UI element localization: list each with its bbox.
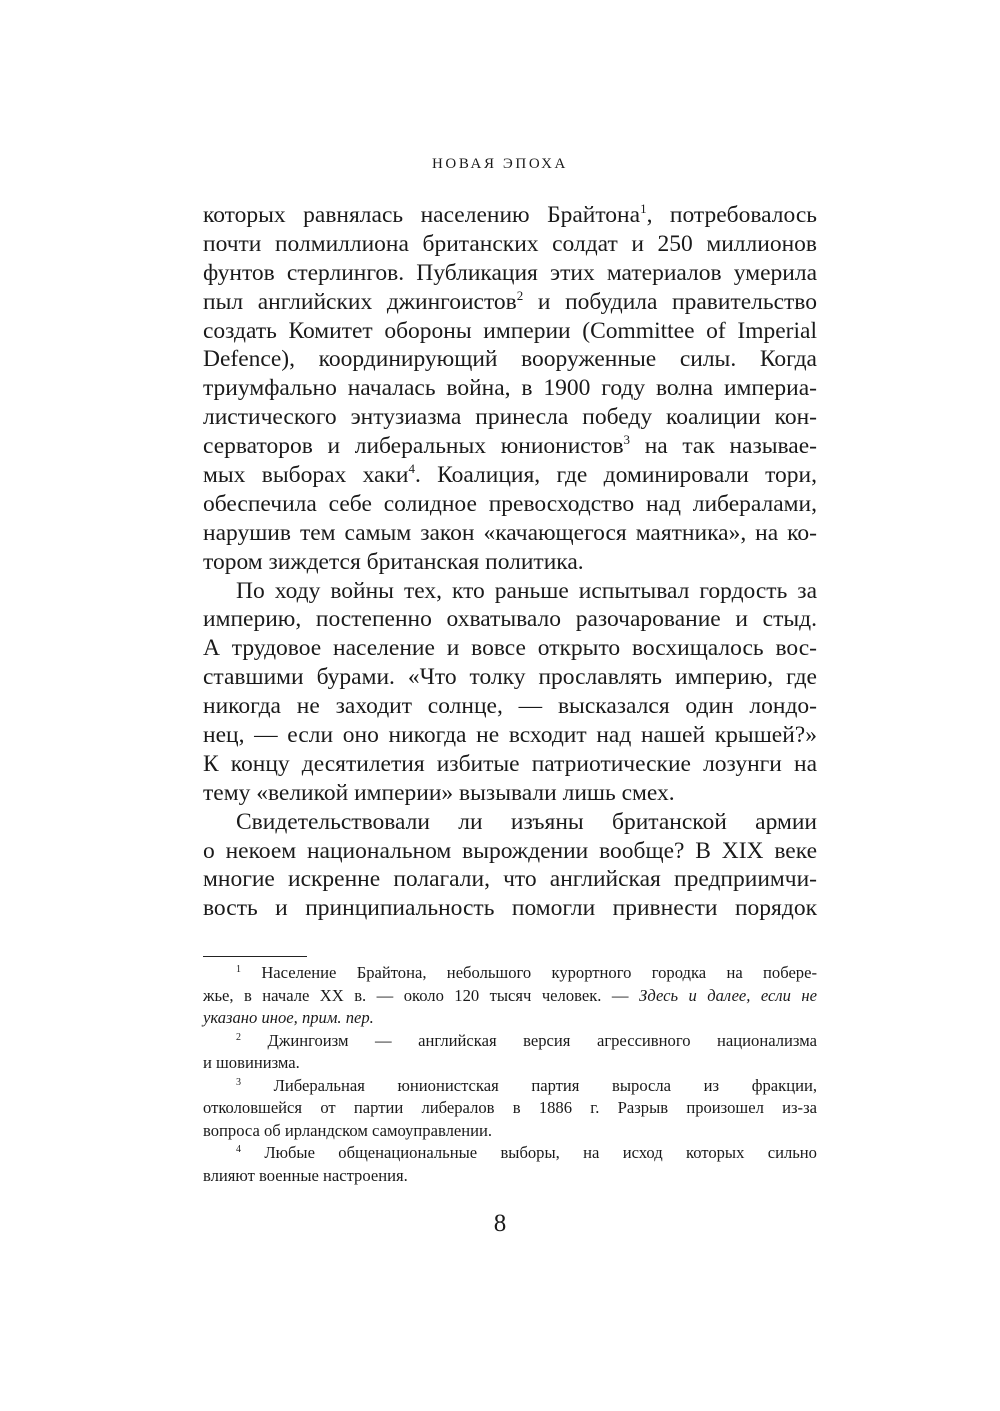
text-line: листического энтузиазма принесла победу коалиции кон- xyxy=(203,404,817,431)
text-line: триумфально началась война, в 1900 году волна империа- xyxy=(203,375,817,402)
body-text xyxy=(203,201,817,923)
footnote-number: 3 xyxy=(236,1076,241,1088)
text-line: тему «великой империи» вызывали лишь смех. xyxy=(203,779,675,806)
footnote-ref[interactable]: 2 xyxy=(516,287,524,303)
footnote-line: $^1$ Население Брайтона, небольшого курортного городка на побере- xyxy=(236,963,817,982)
footnote-line: отколовшейся от партии либералов в 1886 г. Разрыв произошел из-за xyxy=(203,1098,817,1117)
text-line: которых равнялась населению Брайтона$^1$, потребовалось xyxy=(203,201,818,228)
footnote-ref[interactable]: 3 xyxy=(623,432,631,448)
text-line: фунтов стерлингов. Публикация этих материалов умерила xyxy=(203,259,817,286)
footnote-number: 2 xyxy=(236,1031,241,1043)
footnote-line: указано иное, прим. пер. xyxy=(203,1008,374,1027)
footnote-number: 1 xyxy=(236,964,241,975)
text-line: Defence), координирующий вооруженные силы. Когда xyxy=(203,346,817,373)
running-head: НОВАЯ ЭПОХА xyxy=(432,156,568,172)
text-line: империю, постепенно охватывало разочарование и стыд. xyxy=(203,606,817,633)
footnote-line: жье, в начале XX в. — около 120 тысяч человек. — Здесь и далее, если не xyxy=(203,985,817,1005)
footnote-ref[interactable]: 4 xyxy=(408,461,415,477)
footnote-line: $^4$ Любые общенациональные выборы, на исход которых сильно xyxy=(236,1143,817,1162)
text-line: серваторов и либеральных юнионистов$^3$ на так называе- xyxy=(203,432,817,460)
text-line: вость и принципиальность помогли привнести порядок xyxy=(203,895,817,922)
text-line: ставшими бурами. «Что толку прославлять империю, где xyxy=(203,664,817,691)
footnote-line: и шовинизма. xyxy=(203,1053,300,1072)
text-line: о некоем национальном вырождении вообще? В XIX веке xyxy=(203,837,817,864)
text-line: создать Комитет обороны империи (Committee of Imperial xyxy=(203,317,817,344)
footnotes xyxy=(203,962,817,1187)
footnote-line: $^2$ Джингоизм — английская версия агрессивного национализма xyxy=(236,1030,817,1050)
text-line: пыл английских джингоистов$^2$ и побудила правительство xyxy=(203,287,817,315)
text-line: нец, — если оно никогда не всходит над нашей крышей?» xyxy=(203,722,817,749)
text-line: никогда не заходит солнце, — высказался один лондо- xyxy=(203,693,817,720)
text-line: По ходу войны тех, кто раньше испытывал гордость за xyxy=(236,577,817,604)
footnote-separator xyxy=(203,956,307,957)
text-line: тором зиждется британская политика. xyxy=(203,548,584,575)
footnote-line: влияют военные настроения. xyxy=(203,1165,408,1185)
text-line: многие искренне полагали, что английская предприимчи- xyxy=(203,866,817,893)
text-line: нарушив тем самым закон «качающегося маятника», на ко- xyxy=(203,519,817,546)
footnote-line: вопроса об ирландском самоуправлении. xyxy=(203,1120,493,1140)
footnote-ref[interactable]: 1 xyxy=(640,201,647,216)
page-number: 8 xyxy=(493,1210,507,1237)
text-line: К концу десятилетия избитые патриотические лозунги на xyxy=(203,750,817,777)
footnote-line: $^3$ Либеральная юнионистская партия выросла из фракции, xyxy=(236,1075,817,1095)
text-line: обеспечила себе солидное превосходство над либералами, xyxy=(203,490,817,517)
text-line: А трудовое население и вовсе открыто восхищалось вос- xyxy=(203,635,817,662)
text-line: Свидетельствовали ли изъяны британской армии xyxy=(236,808,817,835)
footnote-number: 4 xyxy=(236,1144,241,1155)
text-line: мых выборах хаки$^4$. Коалиция, где доминировали тори, xyxy=(203,461,818,489)
text-line: почти полмиллиона британских солдат и 250 миллионов xyxy=(203,230,817,257)
